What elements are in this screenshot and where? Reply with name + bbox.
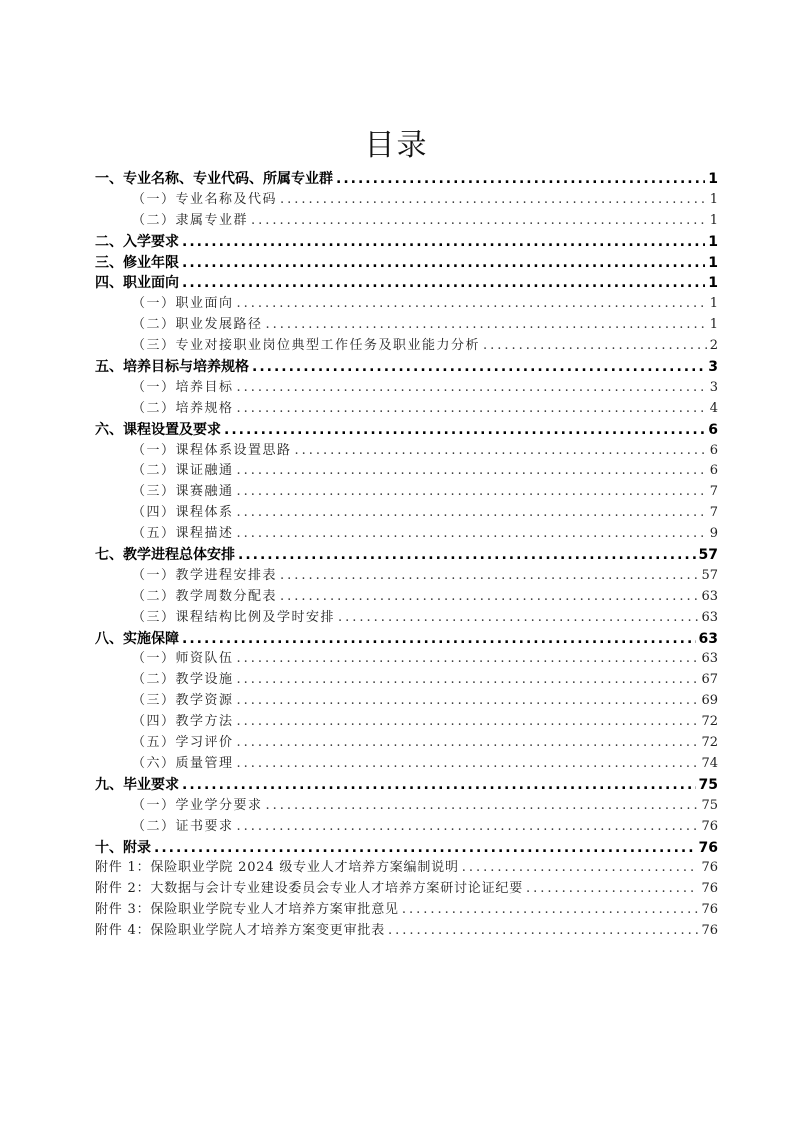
toc-leader <box>462 858 699 879</box>
toc-entry-label: 九、毕业要求 <box>95 776 179 793</box>
toc-entry-page: 6 <box>709 442 718 458</box>
toc-entry[interactable] <box>95 691 718 712</box>
toc-entry-page: 67 <box>701 672 718 688</box>
toc-entry[interactable] <box>95 273 718 294</box>
toc-leader <box>280 190 707 211</box>
toc-leader <box>237 378 707 399</box>
toc-entry-page: 76 <box>701 818 718 834</box>
toc-entry-page: 1 <box>709 317 718 333</box>
toc-entry[interactable] <box>95 545 718 566</box>
toc-entry-label: （一）职业面向 <box>132 296 234 312</box>
toc-entry-page: 69 <box>701 693 718 709</box>
toc-entry-label: （三）课赛融通 <box>132 484 234 500</box>
toc-entry[interactable] <box>95 775 718 796</box>
toc-entry-label: （六）质量管理 <box>132 755 234 771</box>
toc-leader <box>251 211 707 232</box>
toc-entry[interactable] <box>95 733 718 754</box>
toc-leader <box>237 754 699 775</box>
toc-leader <box>237 733 699 754</box>
toc-entry[interactable] <box>95 232 718 253</box>
toc-entry-label: （一）师资队伍 <box>132 651 234 667</box>
toc-entry[interactable] <box>95 754 718 775</box>
toc-entry-page: 63 <box>701 588 718 604</box>
toc-entry-label: （二）课证融通 <box>132 463 234 479</box>
table-of-contents <box>95 169 718 942</box>
toc-entry-page: 74 <box>701 755 718 771</box>
toc-entry-page: 57 <box>701 567 718 583</box>
toc-leader <box>182 253 705 274</box>
toc-entry-label: （一）课程体系设置思路 <box>132 442 292 458</box>
toc-entry-page: 63 <box>698 630 718 647</box>
toc-entry-label: （五）学习评价 <box>132 735 234 751</box>
toc-entry[interactable] <box>95 670 718 691</box>
toc-leader <box>483 336 707 357</box>
toc-entry-label: 二、入学要求 <box>95 233 179 250</box>
toc-entry-label: （一）培养目标 <box>132 379 234 395</box>
toc-leader <box>154 838 696 859</box>
toc-entry[interactable] <box>95 858 718 879</box>
toc-entry[interactable] <box>95 838 718 859</box>
toc-entry-label: （二）培养规格 <box>132 400 234 416</box>
toc-leader <box>237 712 699 733</box>
toc-entry-page: 1 <box>708 171 718 187</box>
toc-entry[interactable] <box>95 461 718 482</box>
toc-entry-page: 72 <box>701 714 718 730</box>
toc-entry[interactable] <box>95 169 718 190</box>
toc-entry-page: 75 <box>698 776 718 793</box>
toc-entry-label: （二）教学设施 <box>132 672 234 688</box>
toc-leader <box>182 629 696 650</box>
toc-entry[interactable] <box>95 796 718 817</box>
toc-entry[interactable] <box>95 817 718 838</box>
toc-entry-label: （三）课程结构比例及学时安排 <box>132 609 336 625</box>
toc-entry-page: 57 <box>698 547 718 564</box>
toc-leader <box>182 232 705 253</box>
toc-entry-label: 六、课程设置及要求 <box>95 421 221 438</box>
toc-entry[interactable] <box>95 524 718 545</box>
toc-entry-label: （二）教学周数分配表 <box>132 588 278 604</box>
toc-entry-label: 三、修业年限 <box>95 254 179 271</box>
toc-entry[interactable] <box>95 294 718 315</box>
toc-entry-page: 7 <box>709 484 718 500</box>
toc-leader <box>237 817 699 838</box>
toc-entry-page: 7 <box>709 505 718 521</box>
toc-entry-page: 76 <box>701 923 718 939</box>
toc-leader <box>252 357 705 378</box>
toc-entry[interactable] <box>95 211 718 232</box>
toc-entry-page: 2 <box>709 338 718 354</box>
toc-entry-page: 72 <box>701 735 718 751</box>
toc-entry[interactable] <box>95 336 718 357</box>
toc-entry-label: （二）隶属专业群 <box>132 212 249 228</box>
toc-entry-page: 6 <box>708 421 718 438</box>
toc-entry[interactable] <box>95 879 718 900</box>
toc-title: 目录 <box>364 128 429 163</box>
toc-entry[interactable] <box>95 587 718 608</box>
toc-entry[interactable] <box>95 649 718 670</box>
toc-entry-label: （四）课程体系 <box>132 505 234 521</box>
toc-entry-page: 1 <box>708 275 718 292</box>
toc-leader <box>238 545 696 566</box>
toc-entry-page: 75 <box>701 797 718 813</box>
toc-entry-page: 4 <box>709 400 718 416</box>
toc-entry[interactable] <box>95 357 718 378</box>
toc-entry-label: 五、培养目标与培养规格 <box>95 359 249 376</box>
toc-entry[interactable] <box>95 566 718 587</box>
toc-entry-label: （一）专业名称及代码 <box>132 191 278 207</box>
toc-entry-label: 八、实施保障 <box>95 630 179 647</box>
toc-leader <box>237 524 707 545</box>
toc-entry-page: 76 <box>701 902 718 918</box>
toc-leader <box>224 420 705 441</box>
toc-entry-page: 76 <box>701 860 718 876</box>
toc-entry-label: 四、职业面向 <box>95 275 179 292</box>
toc-entry[interactable] <box>95 900 718 921</box>
toc-entry-label: （三）专业对接职业岗位典型工作任务及职业能力分析 <box>132 338 481 354</box>
toc-entry[interactable] <box>95 629 718 650</box>
toc-leader <box>295 441 707 462</box>
toc-entry[interactable] <box>95 190 718 211</box>
toc-leader <box>237 670 699 691</box>
toc-entry-label: （五）课程描述 <box>132 526 234 542</box>
toc-entry-label: （二）职业发展路径 <box>132 317 263 333</box>
toc-entry-page: 6 <box>709 463 718 479</box>
toc-leader <box>237 503 707 524</box>
toc-entry-label: （三）教学资源 <box>132 693 234 709</box>
toc-entry-label: （四）教学方法 <box>132 714 234 730</box>
toc-entry-label: 十、附录 <box>95 839 151 856</box>
toc-leader <box>280 587 698 608</box>
toc-entry-page: 1 <box>708 233 718 250</box>
toc-entry-page: 76 <box>698 839 718 856</box>
toc-leader <box>182 775 696 796</box>
toc-entry-label: 附件 2：大数据与会计专业建设委员会专业人才培养方案研讨论证纪要 <box>95 881 524 897</box>
toc-leader <box>526 879 698 900</box>
toc-entry-label: （一）学业学分要求 <box>132 797 263 813</box>
toc-entry-page: 1 <box>709 191 718 207</box>
toc-leader <box>338 608 698 629</box>
toc-entry-label: （一）教学进程安排表 <box>132 567 278 583</box>
toc-leader <box>266 315 707 336</box>
toc-entry[interactable] <box>95 503 718 524</box>
toc-entry-page: 1 <box>708 254 718 271</box>
toc-entry-page: 3 <box>708 359 718 376</box>
toc-entry[interactable] <box>95 420 718 441</box>
toc-leader <box>237 399 707 420</box>
toc-entry-page: 63 <box>701 609 718 625</box>
toc-entry[interactable] <box>95 378 718 399</box>
toc-leader <box>266 796 699 817</box>
toc-entry-page: 76 <box>701 881 718 897</box>
toc-entry-label: 附件 1：保险职业学院 2024 级专业人才培养方案编制说明 <box>95 860 459 876</box>
toc-entry[interactable] <box>95 482 718 503</box>
toc-leader <box>237 649 699 670</box>
toc-entry[interactable] <box>95 608 718 629</box>
toc-entry[interactable] <box>95 921 718 942</box>
toc-entry[interactable] <box>95 253 718 274</box>
toc-leader <box>182 273 705 294</box>
toc-entry[interactable] <box>95 399 718 420</box>
toc-leader <box>336 169 705 190</box>
toc-entry[interactable] <box>95 315 718 336</box>
toc-entry-label: （二）证书要求 <box>132 818 234 834</box>
toc-entry-page: 1 <box>709 296 718 312</box>
toc-leader <box>237 461 707 482</box>
toc-entry[interactable] <box>95 441 718 462</box>
toc-entry-page: 3 <box>709 379 718 395</box>
toc-entry-page: 1 <box>709 212 718 228</box>
toc-entry[interactable] <box>95 712 718 733</box>
toc-entry-page: 9 <box>709 526 718 542</box>
toc-leader <box>402 900 699 921</box>
toc-leader <box>237 294 707 315</box>
toc-leader <box>388 921 698 942</box>
toc-entry-label: 附件 4：保险职业学院人才培养方案变更审批表 <box>95 923 386 939</box>
toc-leader <box>237 691 699 712</box>
toc-entry-page: 63 <box>701 651 718 667</box>
toc-entry-label: 附件 3：保险职业学院专业人才培养方案审批意见 <box>95 902 399 918</box>
toc-entry-label: 一、专业名称、专业代码、所属专业群 <box>95 171 333 187</box>
toc-leader <box>280 566 698 587</box>
toc-entry-label: 七、教学进程总体安排 <box>95 547 235 564</box>
toc-leader <box>237 482 707 503</box>
